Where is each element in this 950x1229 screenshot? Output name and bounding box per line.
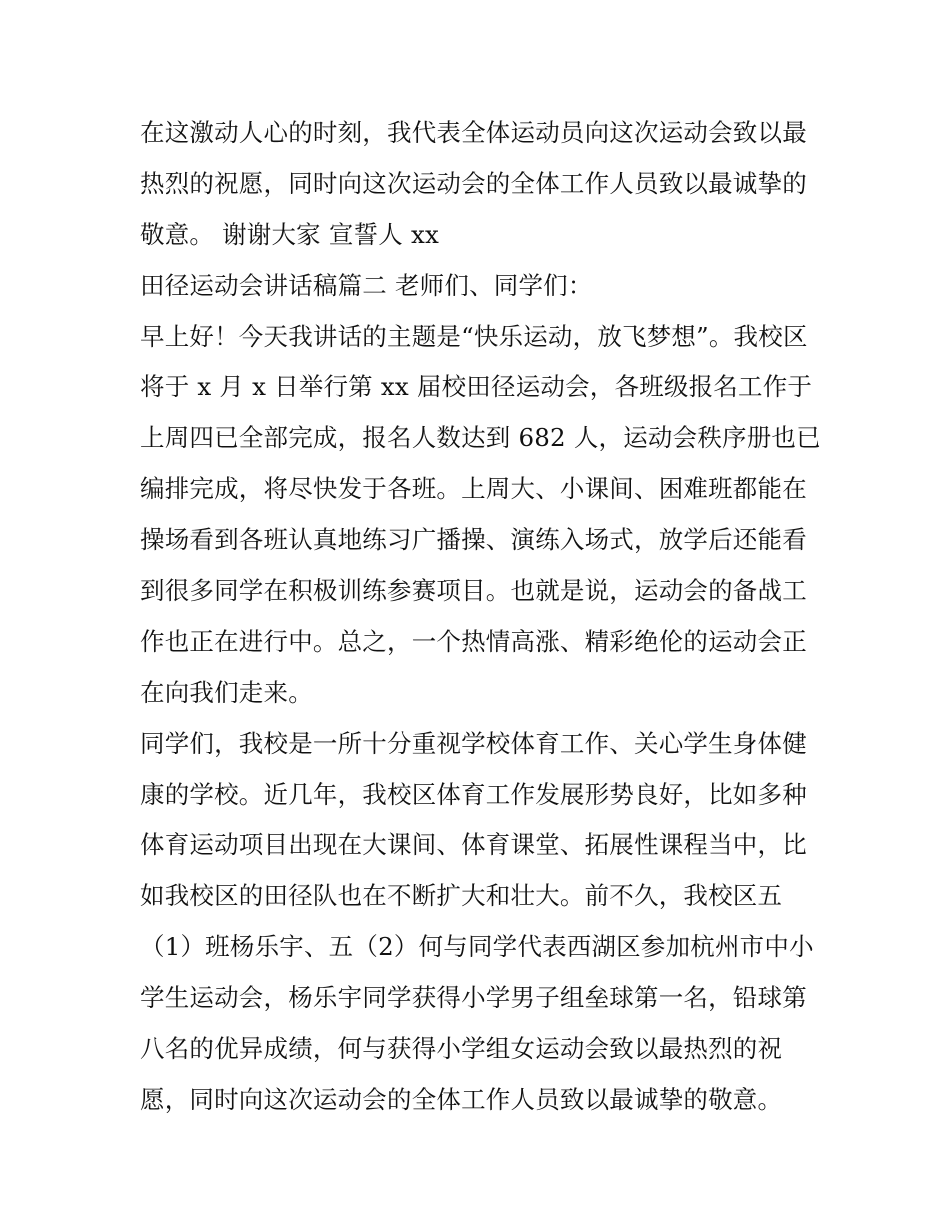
text-line: 将于 x 月 x 日举行第 xx 届校田径运动会，各班级报名工作于 xyxy=(140,372,813,402)
text-line: 上周四已全部完成，报名人数达到 682 人，运动会秩序册也已 xyxy=(140,423,821,453)
text-line: 康的学校。近几年，我校区体育工作发展形势良好，比如多种 xyxy=(140,779,807,809)
text-line: 愿，同时向这次运动会的全体工作人员致以最诚挚的敬意。 xyxy=(140,1084,783,1114)
text-line: 学生运动会，杨乐宇同学获得小学男子组垒球第一名，铅球第 xyxy=(140,983,807,1013)
text-line: 早上好！今天我讲话的主题是“快乐运动，放飞梦想”。我校区 xyxy=(140,321,808,351)
text-line: 八名的优异成绩，何与获得小学组女运动会致以最热烈的祝 xyxy=(140,1034,783,1064)
text-line: 敬意。 谢谢大家 宣誓人 xx xyxy=(140,219,439,249)
body-text xyxy=(140,108,820,1126)
text-line: （1）班杨乐宇、五（2）何与同学代表西湖区参加杭州市中小 xyxy=(140,932,814,962)
text-line: 在这激动人心的时刻，我代表全体运动员向这次运动会致以最 xyxy=(140,118,807,147)
section-heading: 田径运动会讲话稿篇二 老师们、同学们： xyxy=(140,270,593,300)
text-line: 在向我们走来。 xyxy=(140,677,313,707)
text-line: 同学们，我校是一所十分重视学校体育工作、关心学生身体健 xyxy=(140,728,807,758)
text-line: 到很多同学在积极训练参赛项目。也就是说，运动会的备战工 xyxy=(140,576,807,606)
text-line: 作也正在进行中。总之，一个热情高涨、精彩绝伦的运动会正 xyxy=(140,626,807,656)
text-line: 编排完成，将尽快发于各班。上周大、小课间、困难班都能在 xyxy=(140,474,807,504)
text-line: 操场看到各班认真地练习广播操、演练入场式，放学后还能看 xyxy=(140,525,807,555)
text-line: 体育运动项目出现在大课间、体育课堂、拓展性课程当中，比 xyxy=(140,830,807,860)
text-line: 热烈的祝愿，同时向这次运动会的全体工作人员致以最诚挚的 xyxy=(140,168,807,198)
text-line: 如我校区的田径队也在不断扩大和壮大。前不久，我校区五 xyxy=(140,881,783,911)
